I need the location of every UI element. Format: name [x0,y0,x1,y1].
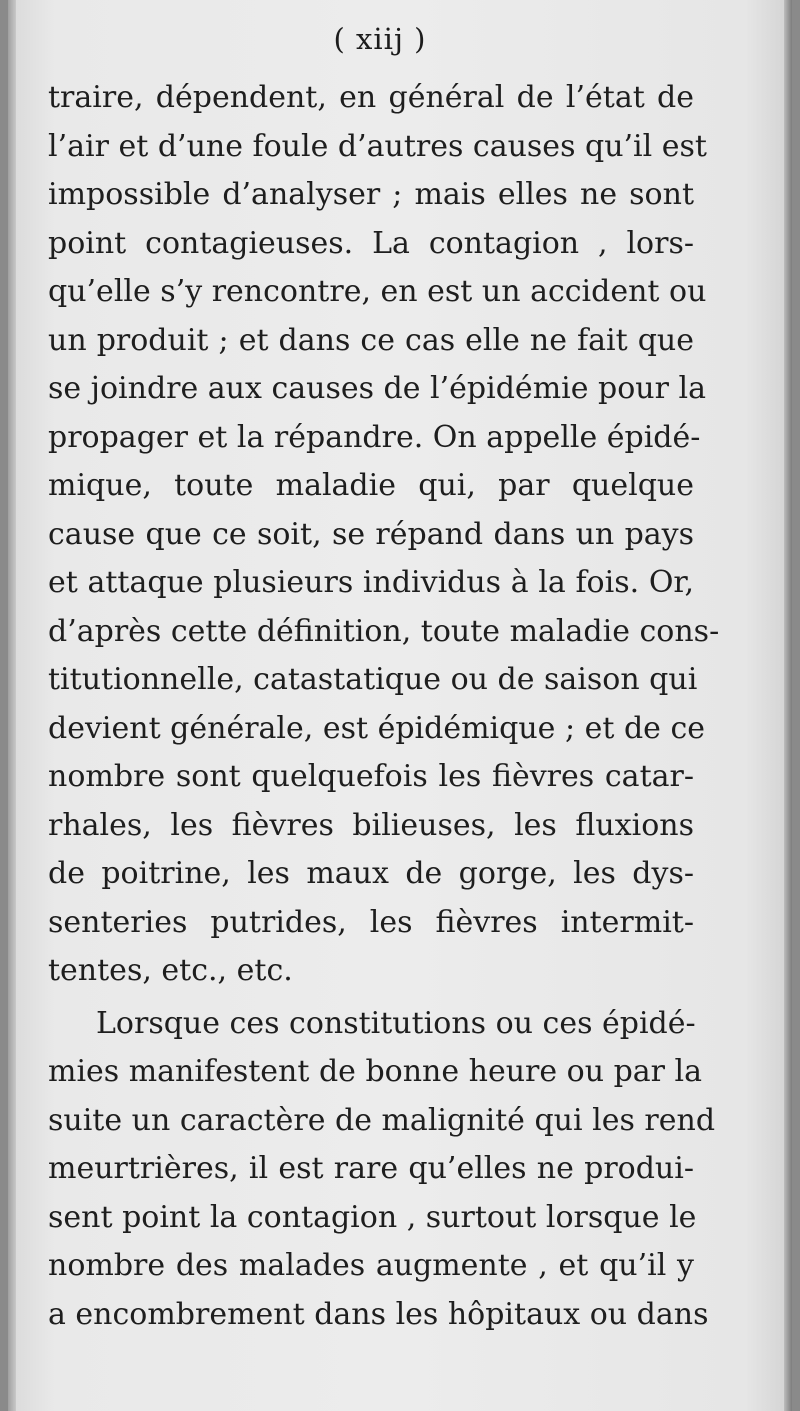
text-line: et attaque plusieurs individus à la fois. Or, [48,565,694,600]
text-line: devient générale, est épidémique ; et de ce [48,710,705,746]
text-line: propager et la répandre. On appelle épidé- [48,419,701,455]
text-line: mique, toute maladie qui, par quelque [48,468,694,503]
text-line: titutionnelle, catastatique ou de saison qui [48,662,698,697]
text-line: un produit ; et dans ce cas elle ne fait que [48,322,694,358]
text-line: se joindre aux causes de l’épidémie pour la [48,371,706,406]
page-right-edge [784,0,792,1411]
text-line: mies manifestent de bonne heure ou par la [48,1054,703,1089]
text-line: meurtrières, il est rare qu’elles ne produi- [48,1151,694,1186]
text-line: sent point la contagion , surtout lorsque le [48,1199,697,1235]
text-line: d’après cette définition, toute maladie cons- [48,613,720,649]
page-number: ( xiij ) [333,22,427,56]
paragraph [48,1000,716,1340]
book-page [8,0,792,1411]
body-text [48,74,720,1339]
page-left-edge [8,0,16,1411]
text-line: Lorsque ces constitutions ou ces épidé- [96,1005,696,1041]
text-line: rhales, les fièvres bilieuses, les fluxions [48,807,694,843]
text-line: traire, dépendent, en général de l’état de [48,80,694,115]
text-line: senteries putrides, les fièvres intermit- [48,904,694,940]
text-line: impossible d’analyser ; mais elles ne sont [48,177,694,212]
text-line: nombre des malades augmente , et qu’il y [48,1248,694,1283]
text-line: a encombrement dans les hôpitaux ou dans [48,1296,709,1332]
text-line: nombre sont quelquefois les fièvres catar- [48,759,694,794]
text-line: l’air et d’une foule d’autres causes qu’il est [48,128,707,164]
text-line: cause que ce soit, se répand dans un pays [48,516,694,552]
text-line: suite un caractère de malignité qui les rend [48,1102,716,1138]
text-line: de poitrine, les maux de gorge, les dys- [48,856,694,891]
text-line: qu’elle s’y rencontre, en est un accident ou [48,274,707,309]
text-line: point contagieuses. La contagion , lors- [48,225,694,261]
paragraph [48,74,720,996]
text-line: tentes, etc., etc. [48,953,293,988]
